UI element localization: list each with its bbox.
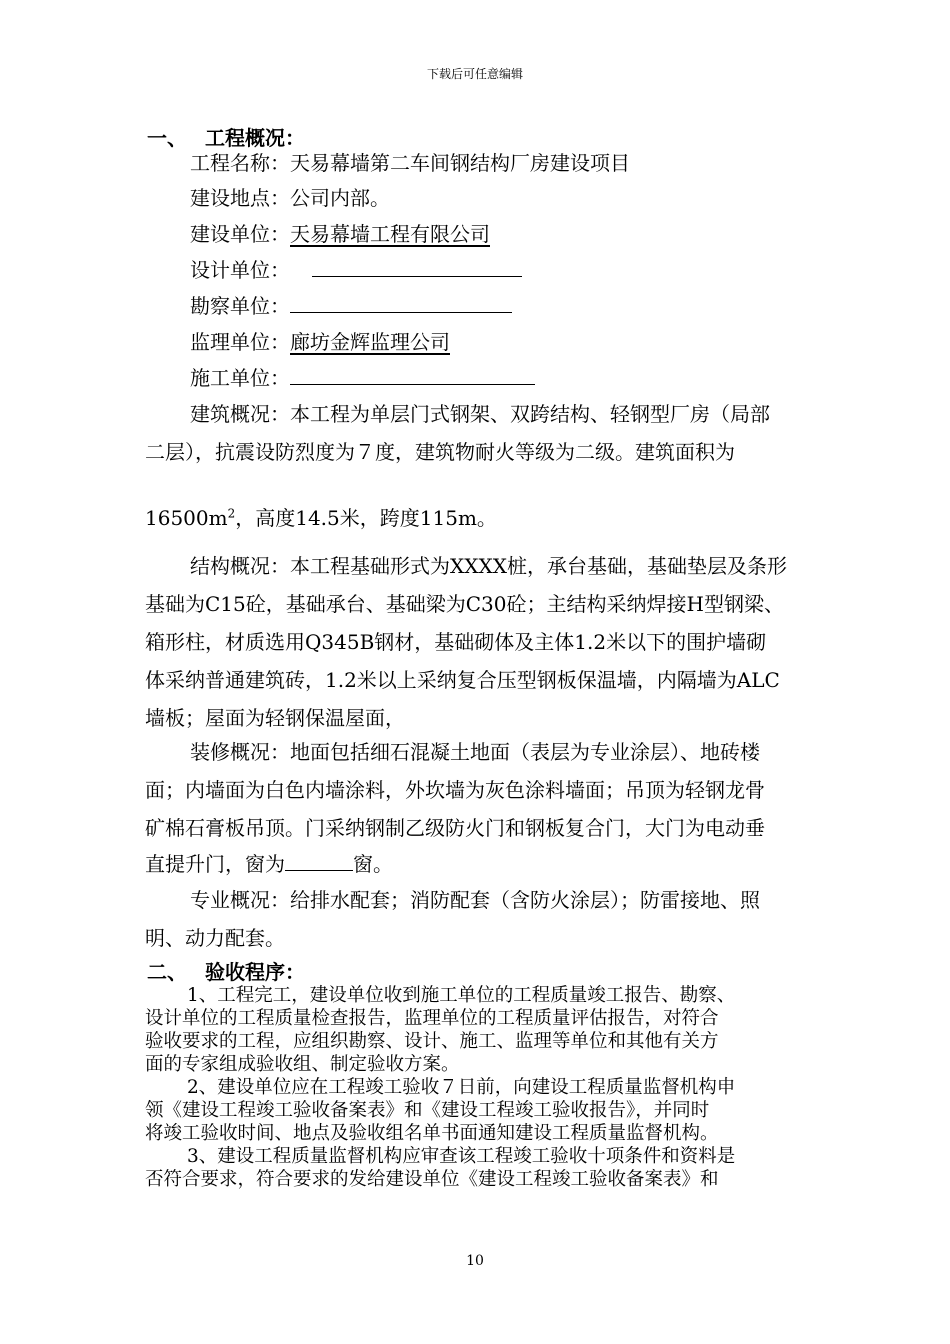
paragraph-line: 设计单位的工程质量检查报告，监理单位的工程质量评估报告，对符合 <box>145 1008 719 1029</box>
text-run: 窗。 <box>353 852 393 876</box>
superscript: 2 <box>227 506 236 521</box>
paragraph-line: 3、建设工程质量监督机构应审查该工程竣工验收十项条件和资料是 <box>187 1146 736 1167</box>
paragraph-line: 2、建设单位应在工程竣工验收７日前，向建设工程质量监督机构申 <box>187 1077 736 1098</box>
paragraph-line <box>145 852 393 876</box>
paragraph-line: 矿棉石膏板吊顶。门采纳钢制乙级防火门和钢板复合门，大门为电动垂 <box>145 816 765 840</box>
section-title: 验收程序： <box>205 960 305 984</box>
paragraph-line: 领《建设工程竣工验收备案表》和《建设工程竣工验收报告》，并同时 <box>145 1100 710 1121</box>
text-run: ，高度14.5米，跨度115m。 <box>235 506 497 530</box>
paragraph-line: 二层），抗震设防烈度为７度，建筑物耐火等级为二级。建筑面积为 <box>145 440 735 464</box>
section-number: 一、 <box>147 126 187 150</box>
section-number: 二、 <box>147 960 187 984</box>
field-value: 天易幕墙第二车间钢结构厂房建设项目 <box>290 151 630 175</box>
paragraph-line: 专业概况：给排水配套；消防配套（含防火涂层）；防雷接地、照 <box>190 888 760 912</box>
construction-row <box>190 366 535 390</box>
field-label: 建设单位： <box>190 222 290 246</box>
field-label: 工程名称： <box>190 151 290 175</box>
design-row <box>190 258 522 282</box>
builder-row <box>190 222 490 246</box>
paragraph-line <box>145 506 497 530</box>
page-number: 10 <box>466 1253 484 1269</box>
supervisor-row <box>190 330 450 354</box>
paragraph-line: 建筑概况：本工程为单层门式钢架、双跨结构、轻钢型厂房（局部 <box>190 402 770 426</box>
survey-row <box>190 294 512 318</box>
blank-field <box>312 258 522 277</box>
field-value: 公司内部。 <box>290 186 390 210</box>
paragraph-line: 结构概况：本工程基础形式为XXXX桩，承台基础，基础垫层及条形 <box>190 554 787 578</box>
section-heading <box>147 126 305 150</box>
field-label: 监理单位： <box>190 330 290 354</box>
section-heading <box>147 960 305 984</box>
paragraph-line: 否符合要求，符合要求的发给建设单位《建设工程竣工验收备案表》和 <box>145 1169 719 1190</box>
field-label: 勘察单位： <box>190 294 290 318</box>
field-label: 设计单位： <box>190 258 290 282</box>
paragraph-line: 装修概况：地面包括细石混凝土地面（表层为专业涂层）、地砖楼 <box>190 740 760 764</box>
paragraph-line: 墙板；屋面为轻钢保温屋面， <box>145 706 405 730</box>
paragraph-line: 面的专家组成验收组、制定验收方案。 <box>145 1054 460 1075</box>
blank-field <box>290 366 535 385</box>
text-run: 直提升门，窗为 <box>145 852 285 876</box>
site-row <box>190 186 390 210</box>
paragraph-line: 体采纳普通建筑砖，1.2米以上采纳复合压型钢板保温墙，内隔墙为ALC <box>145 668 780 692</box>
paragraph-line: 验收要求的工程，应组织勘察、设计、施工、监理等单位和其他有关方 <box>145 1031 719 1052</box>
paragraph-line: 箱形柱，材质选用Q345B钢材，基础砌体及主体1.2米以下的围护墙砌 <box>145 630 767 654</box>
blank-field <box>290 294 512 313</box>
area-value: 16500m <box>145 506 228 530</box>
field-value: 廊坊金辉监理公司 <box>290 330 450 354</box>
paragraph-line: 将竣工验收时间、地点及验收组名单书面通知建设工程质量监督机构。 <box>145 1123 719 1144</box>
blank-field <box>285 852 353 871</box>
field-label: 建设地点： <box>190 186 290 210</box>
paragraph-line: 面；内墙面为白色内墙涂料，外坎墙为灰色涂料墙面；吊顶为轻钢龙骨 <box>145 778 765 802</box>
field-label: 施工单位： <box>190 366 290 390</box>
header-note: 下载后可任意编辑 <box>426 67 523 81</box>
section-title: 工程概况： <box>205 126 305 150</box>
paragraph-line: 明、动力配套。 <box>145 926 285 950</box>
paragraph-line: 1、工程完工，建设单位收到施工单位的工程质量竣工报告、勘察、 <box>187 985 736 1006</box>
field-value: 天易幕墙工程有限公司 <box>290 222 490 246</box>
project-name-row <box>190 151 630 175</box>
paragraph-line: 基础为C15砼，基础承台、基础梁为C30砼；主结构采纳焊接H型钢梁、 <box>145 592 784 616</box>
